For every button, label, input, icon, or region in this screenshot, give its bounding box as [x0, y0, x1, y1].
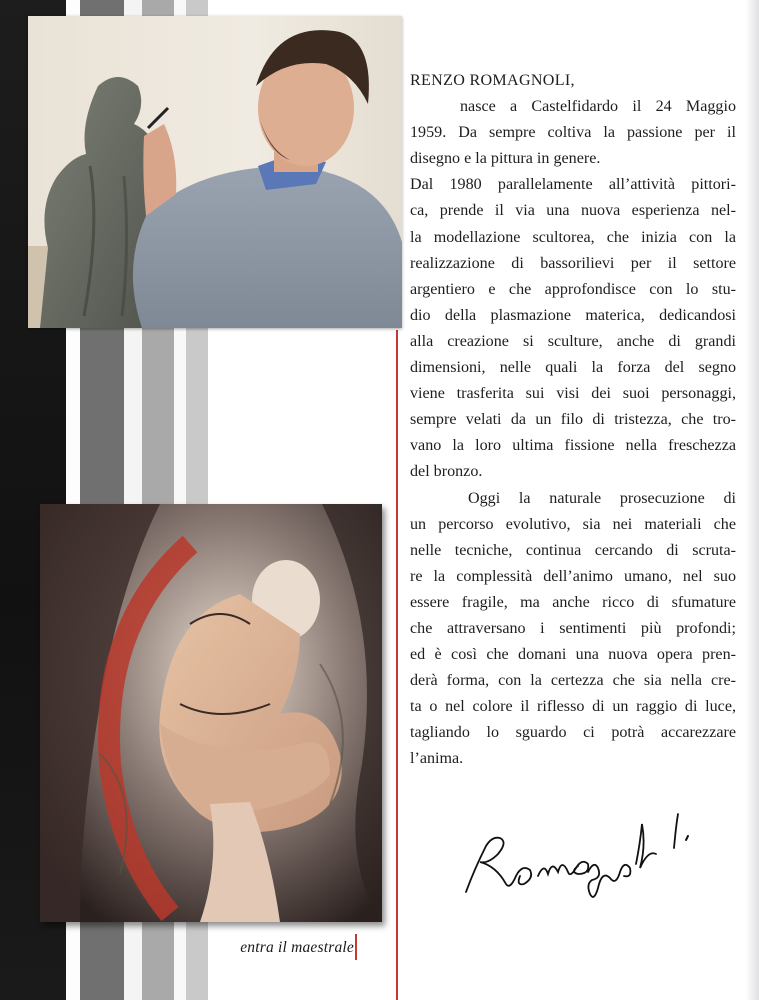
text-line: dimensioni, nelle quali la forza del segno	[410, 359, 736, 377]
text-line: alla creazione si sculture, anche di grandi	[410, 332, 736, 350]
text-line: Dal 1980 parallelamente all’attività pittori-	[410, 176, 736, 194]
text-line: realizzazione di bassorilievi per il settore	[410, 254, 736, 272]
text-line: che attraversano i sentimenti più profondi;	[410, 619, 736, 637]
artist-photo	[28, 16, 402, 328]
text-line: ta o nel colore il riflesso di un raggio di luce,	[410, 698, 736, 716]
text-line: sempre velati da un filo di tristezza, che tro-	[410, 411, 736, 429]
text-line: Oggi la naturale prosecuzione di	[468, 489, 736, 507]
text-line: la modellazione scultorea, che inizia con la	[410, 228, 736, 246]
text-line: tagliando lo sguardo ci potrà accarezzare	[410, 724, 736, 742]
text-line: dio della plasmazione materica, dedicandosi	[410, 306, 736, 324]
page-edge-shadow	[745, 0, 759, 1000]
text-line: nelle tecniche, continua cercando di scruta-	[410, 541, 736, 559]
text-line: derà forma, con la certezza che sia nella cre-	[410, 672, 736, 690]
text-line: ed è così che domani una nuova opera pren-	[410, 646, 736, 664]
painting-image	[40, 504, 382, 922]
text-line: disegno e la pittura in genere.	[410, 150, 601, 168]
text-line: essere fragile, ma anche ricco di sfumature	[410, 593, 736, 611]
biography-heading: RENZO ROMAGNOLI,	[410, 72, 575, 89]
text-line: 1959. Da sempre coltiva la passione per il	[410, 124, 736, 142]
text-line: un percorso evolutivo, sia nei materiali che	[410, 515, 736, 533]
painting-caption: entra il maestrale	[240, 939, 354, 956]
text-line: vano la loro ultima fissione nella freschezza	[410, 437, 736, 455]
text-line: viene trasferita sui visi dei suoi personaggi,	[410, 385, 736, 403]
text-line: nasce a Castelfidardo il 24 Maggio	[460, 98, 736, 116]
text-line: l’anima.	[410, 750, 464, 768]
artist-signature	[460, 800, 720, 900]
red-divider-line	[396, 330, 398, 1000]
text-line: re la complessità dell’animo umano, nel suo	[410, 567, 736, 585]
text-line: del bronzo.	[410, 463, 483, 481]
text-line: ca, prende il via una nuova esperienza nel-	[410, 202, 736, 220]
caption-red-tick	[355, 934, 357, 960]
text-line: argentiero e che approfondisce con lo stu-	[410, 280, 736, 298]
biography-text	[410, 68, 736, 773]
